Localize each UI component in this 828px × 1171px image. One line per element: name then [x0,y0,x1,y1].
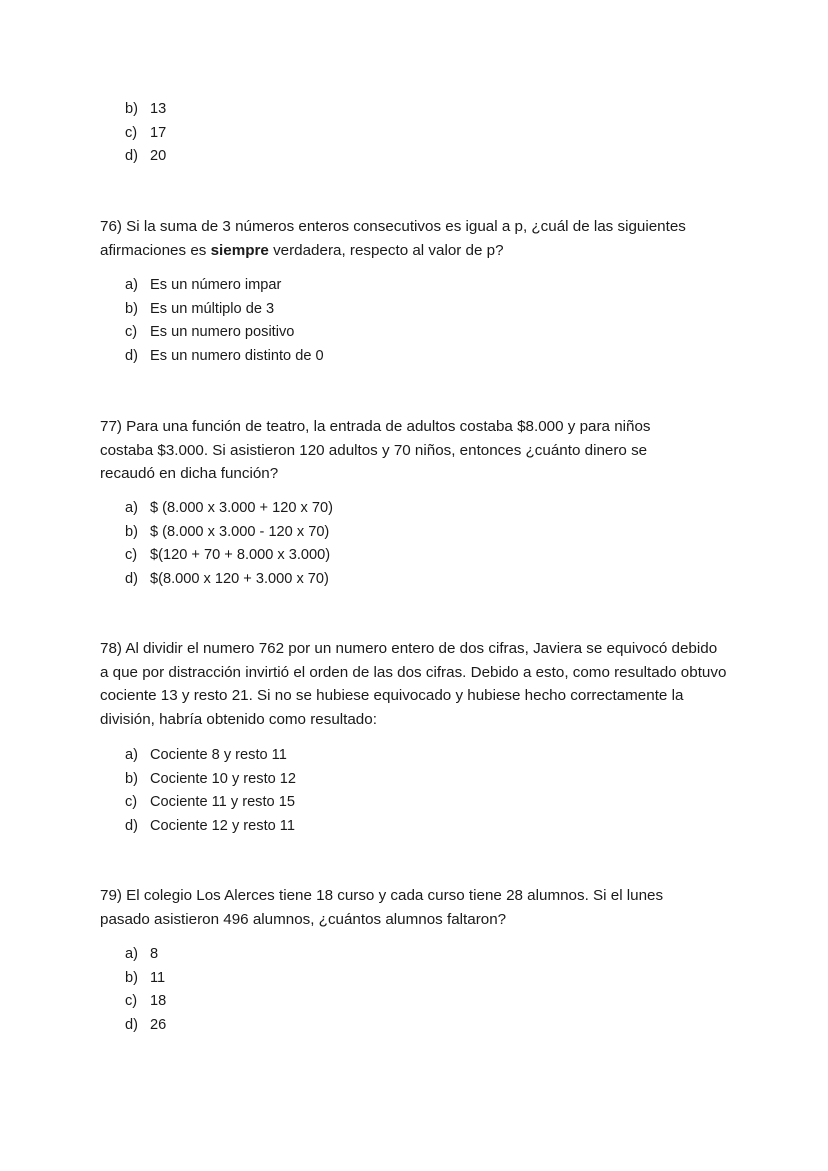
option-text: 26 [150,1016,167,1033]
q79-option-a [125,943,166,967]
option-letter: a) [125,277,138,293]
option-letter: b) [125,969,138,986]
option-letter: b) [125,523,138,540]
q77-option-b [125,521,333,545]
option-letter: c) [125,124,138,141]
option-text: Cociente 11 y resto 15 [150,794,295,810]
q76-option-a [125,274,324,298]
option-text: $(120 + 70 + 8.000 x 3.000) [150,547,331,563]
q78-option-d [125,815,296,839]
q79-option-c [125,990,166,1014]
option-text: Es un numero positivo [150,324,295,340]
option-text: 18 [150,993,167,1009]
option-text: 13 [150,101,167,117]
q78-options [125,744,296,838]
q79-statement: 79) El colegio Los Alerces tiene 18 curso y cada curso tiene 28 alumnos. Si el lunes pasado asistieron 496 alumnos, ¿cuántos alumnos faltaron? [100,887,664,928]
option-letter: d) [125,1016,138,1033]
q78-statement: 78) Al dividir el numero 762 por un numero entero de dos cifras, Javiera se equivocó debido a que por distracción invirtió el orden de las dos cifras. Debido a esto, como resultado obtuvo cociente 13 y resto 21. Si no se hubiese equivocado y hubiese hecho correctamente la división, habría obtenido como resultado: [100,640,727,728]
option-text: $ (8.000 x 3.000 - 120 x 70) [150,523,330,540]
option-letter: c) [125,993,138,1009]
option-text: 11 [150,969,166,986]
q76-option-c [125,321,324,345]
option-letter: a) [125,500,138,516]
option-letter: d) [125,347,138,364]
option-text: Es un número impar [150,277,282,293]
option-text: Cociente 8 y resto 11 [150,747,287,763]
q77-options [125,497,333,591]
option-text: $ (8.000 x 3.000 + 120 x 70) [150,500,333,516]
q77-statement: 77) Para una función de teatro, la entrada de adultos costaba $8.000 y para niños costaba $3.000. Si asistieron 120 adultos y 70 niños, entonces ¿cuánto dinero se recaudó en dicha función? [100,418,651,482]
option-letter: b) [125,770,138,787]
q75-option-b [125,98,166,122]
option-letter: c) [125,547,138,563]
option-letter: d) [125,148,138,164]
q76-options [125,274,324,368]
option-letter: c) [125,794,138,810]
q76-text-before: 76) Si la suma de 3 números enteros consecutivos es igual a p, ¿cuál de las siguientes afirmaciones es [100,218,686,259]
option-text: Es un numero distinto de 0 [150,347,324,364]
q76-option-b [125,298,324,322]
q78-option-b [125,768,296,792]
q76-text-after: verdadera, respecto al valor de p? [268,241,504,259]
option-letter: b) [125,300,138,317]
option-letter: d) [125,570,138,587]
q75-option-d [125,145,166,169]
q75-options [125,98,166,169]
q77-option-a [125,497,333,521]
q76-option-d [125,345,324,369]
option-text: Es un múltiplo de 3 [150,300,275,317]
q77-option-c [125,544,333,568]
option-letter: a) [125,747,138,763]
option-text: 17 [150,124,167,141]
option-letter: b) [125,101,138,117]
q75-option-c [125,122,166,146]
option-text: Cociente 10 y resto 12 [150,770,297,787]
q79-option-b [125,967,166,991]
option-letter: c) [125,324,138,340]
q76-bold-word: siempre [210,241,269,259]
option-letter: d) [125,817,138,834]
q78-option-c [125,791,296,815]
option-text: Cociente 12 y resto 11 [150,817,295,834]
q76-statement [100,215,730,262]
option-text: $(8.000 x 120 + 3.000 x 70) [150,570,329,587]
q79-option-d [125,1014,166,1038]
option-letter: a) [125,946,138,962]
q77-option-d [125,568,333,592]
q78-option-a [125,744,296,768]
option-text: 20 [150,148,167,164]
option-text: 8 [150,946,159,962]
q79-options [125,943,166,1037]
